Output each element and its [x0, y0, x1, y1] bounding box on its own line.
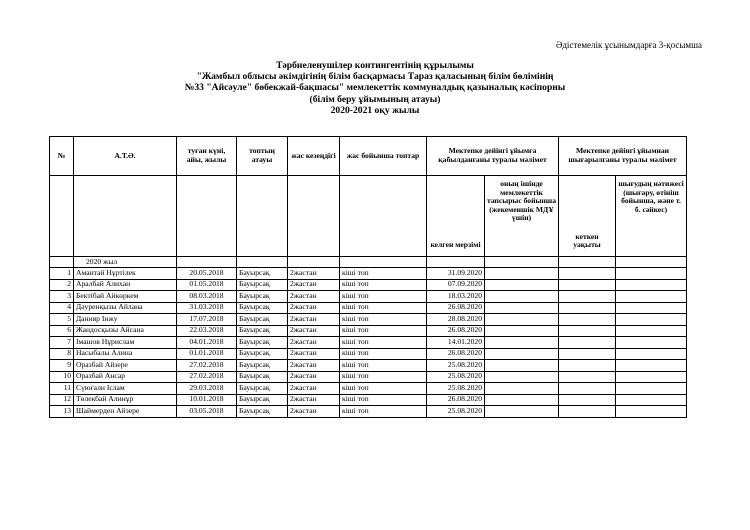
state-order-cell [485, 383, 559, 395]
departure-time-cell [559, 383, 616, 395]
age-period: 2жастан [288, 383, 340, 395]
title-line: (білім беру ұйымының атауы) [309, 93, 441, 105]
state-order-cell [485, 314, 559, 326]
row-number: 9 [50, 360, 74, 372]
child-name: Амантай Нұртілек [74, 268, 177, 280]
birth-date: 10.01.2018 [177, 394, 237, 406]
age-period: 2жастан [288, 268, 340, 280]
age-period: 2жастан [288, 314, 340, 326]
child-name: Оразбай Айзере [74, 360, 177, 372]
age-period: 2жастан [288, 279, 340, 291]
row-number: 2 [50, 279, 74, 291]
arrival-date: 07.09.2020 [427, 279, 485, 291]
table-row [50, 279, 687, 291]
header-num: № [50, 137, 74, 176]
header-age-groups: жас бойынша топтар [340, 137, 427, 176]
departure-time-cell [559, 348, 616, 360]
age-period: 2жастан [288, 348, 340, 360]
departure-result-cell [616, 383, 687, 395]
table-row [50, 406, 687, 418]
arrival-date: 25.08.2020 [427, 360, 485, 372]
state-order-cell [485, 394, 559, 406]
group-name: Бауырсақ [237, 268, 288, 280]
group-name: Бауырсақ [237, 348, 288, 360]
state-order-cell [485, 268, 559, 280]
arrival-date: 31.09.2020 [427, 268, 485, 280]
group-name: Бауырсақ [237, 406, 288, 418]
departure-result-cell [616, 371, 687, 383]
departure-result-cell [616, 314, 687, 326]
age-period: 2жастан [288, 291, 340, 303]
age-group: кіші топ [340, 394, 427, 406]
arrival-date: 25.08.2020 [427, 383, 485, 395]
birth-date: 01.05.2018 [177, 279, 237, 291]
state-order-cell [485, 279, 559, 291]
header-name: А.Т.Ә. [74, 137, 177, 176]
departure-result-cell [616, 291, 687, 303]
appendix-note: Әдістемелік ұсынымдарға 3-қосымша [555, 40, 702, 50]
table-row [50, 268, 687, 280]
departure-time-cell [559, 406, 616, 418]
title-line: "Жамбыл облысы әкімдігінің білім басқармасы Тараз қаласының білім бөлімінің [196, 71, 554, 83]
state-order-cell [485, 371, 559, 383]
row-number: 5 [50, 314, 74, 326]
title-line: 2020-2021 оқу жылы [330, 104, 420, 116]
arrival-date: 26.08.2020 [427, 348, 485, 360]
group-name: Бауырсақ [237, 394, 288, 406]
state-order-cell [485, 337, 559, 349]
departure-time-cell [559, 268, 616, 280]
document-title [0, 60, 750, 116]
birth-date: 22.03.2018 [177, 325, 237, 337]
table-row [50, 325, 687, 337]
child-name: Насыбалы Алина [74, 348, 177, 360]
age-period: 2жастан [288, 325, 340, 337]
birth-date: 01.01.2018 [177, 348, 237, 360]
arrival-date: 26.08.2020 [427, 394, 485, 406]
arrival-date: 26.08.2020 [427, 302, 485, 314]
row-number: 4 [50, 302, 74, 314]
age-group: кіші топ [340, 348, 427, 360]
header-departure-result: шығудың нәтижесі (шығару, өтініш бойынша, және т. б. сәйкес) [616, 176, 687, 257]
child-name: Бектібай Айкөркем [74, 291, 177, 303]
child-name: Данияр Інжу [74, 314, 177, 326]
header-group: топтың атауы [237, 137, 288, 176]
departure-result-cell [616, 348, 687, 360]
state-order-cell [485, 348, 559, 360]
birth-date: 31.03.2018 [177, 302, 237, 314]
header-age-period: жас кезеңдігі [288, 137, 340, 176]
header-admission: Мектепке дейінгі ұйымға қабылданғаны туралы мәлімет [427, 137, 559, 176]
child-name: Шаймерден Айзере [74, 406, 177, 418]
state-order-cell [485, 325, 559, 337]
state-order-cell [485, 360, 559, 372]
table-body [50, 268, 687, 418]
arrival-date: 18.03.2020 [427, 291, 485, 303]
child-name: Жандосқызы Айсана [74, 325, 177, 337]
departure-result-cell [616, 279, 687, 291]
age-period: 2жастан [288, 337, 340, 349]
arrival-date: 28.08.2020 [427, 314, 485, 326]
age-period: 2жастан [288, 302, 340, 314]
age-group: кіші топ [340, 371, 427, 383]
departure-result-cell [616, 406, 687, 418]
departure-time-cell [559, 314, 616, 326]
birth-date: 17.07.2018 [177, 314, 237, 326]
header-state-order: оның ішінде мемлекеттік тапсырыс бойынша (жекеменшік МДҰ үшін) [485, 176, 559, 257]
group-name: Бауырсақ [237, 302, 288, 314]
age-period: 2жастан [288, 371, 340, 383]
departure-result-cell [616, 325, 687, 337]
age-group: кіші топ [340, 268, 427, 280]
row-number: 3 [50, 291, 74, 303]
arrival-date: 25.08.2020 [427, 371, 485, 383]
departure-result-cell [616, 394, 687, 406]
departure-result-cell [616, 337, 687, 349]
row-number: 6 [50, 325, 74, 337]
departure-time-cell [559, 394, 616, 406]
header-departure: Мектепке дейінгі ұйымнан шығарылғаны туралы мәлімет [559, 137, 687, 176]
birth-date: 08.03.2018 [177, 291, 237, 303]
row-number: 13 [50, 406, 74, 418]
table-row [50, 337, 687, 349]
age-group: кіші топ [340, 406, 427, 418]
birth-date: 03.05.2018 [177, 406, 237, 418]
birth-date: 04.01.2018 [177, 337, 237, 349]
table-row [50, 371, 687, 383]
header-row-main [50, 137, 687, 176]
birth-date: 20.05.2018 [177, 268, 237, 280]
departure-time-cell [559, 291, 616, 303]
age-group: кіші топ [340, 360, 427, 372]
state-order-cell [485, 291, 559, 303]
row-number: 12 [50, 394, 74, 406]
group-name: Бауырсақ [237, 325, 288, 337]
child-name: Аралбай Алихан [74, 279, 177, 291]
age-period: 2жастан [288, 394, 340, 406]
row-number: 10 [50, 371, 74, 383]
age-group: кіші топ [340, 302, 427, 314]
departure-time-cell [559, 337, 616, 349]
departure-time-cell [559, 325, 616, 337]
group-name: Бауырсақ [237, 279, 288, 291]
child-name: Төлекбай Алинұр [74, 394, 177, 406]
row-number: 1 [50, 268, 74, 280]
row-number: 11 [50, 383, 74, 395]
departure-result-cell [616, 360, 687, 372]
child-name: Сүюғали Іслам [74, 383, 177, 395]
group-name: Бауырсақ [237, 314, 288, 326]
year-row [50, 257, 687, 268]
arrival-date: 26.08.2020 [427, 325, 485, 337]
table-row [50, 348, 687, 360]
arrival-date: 25.08.2020 [427, 406, 485, 418]
age-group: кіші топ [340, 314, 427, 326]
table-row [50, 314, 687, 326]
group-name: Бауырсақ [237, 383, 288, 395]
age-period: 2жастан [288, 406, 340, 418]
departure-result-cell [616, 268, 687, 280]
row-number: 7 [50, 337, 74, 349]
header-row-sub [50, 176, 687, 257]
child-name: Оразбай Ансар [74, 371, 177, 383]
departure-time-cell [559, 371, 616, 383]
age-group: кіші топ [340, 291, 427, 303]
age-group: кіші топ [340, 325, 427, 337]
birth-date: 29.03.2018 [177, 383, 237, 395]
arrival-date: 14.01.2020 [427, 337, 485, 349]
header-birth: туған күні, айы, жылы [177, 137, 237, 176]
header-departure-time: кеткен уақыты [559, 176, 616, 257]
row-number: 8 [50, 348, 74, 360]
group-name: Бауырсақ [237, 360, 288, 372]
age-period: 2жастан [288, 360, 340, 372]
table-row [50, 302, 687, 314]
group-name: Бауырсақ [237, 371, 288, 383]
departure-result-cell [616, 302, 687, 314]
header-arrival-date: келген мерзімі [427, 176, 485, 257]
contingent-table [49, 136, 687, 418]
child-name: Імашов Нұрислам [74, 337, 177, 349]
table-row [50, 383, 687, 395]
departure-time-cell [559, 360, 616, 372]
age-group: кіші топ [340, 279, 427, 291]
departure-time-cell [559, 279, 616, 291]
year-label: 2020 жыл [74, 257, 177, 268]
table-row [50, 360, 687, 372]
title-line: Тәрбиеленушілер контингентінің құрылымы [276, 60, 474, 71]
age-group: кіші топ [340, 383, 427, 395]
child-name: Дәуренқызы Айлана [74, 302, 177, 314]
state-order-cell [485, 406, 559, 418]
birth-date: 27.02.2018 [177, 371, 237, 383]
table-row [50, 394, 687, 406]
birth-date: 27.02.2018 [177, 360, 237, 372]
age-group: кіші топ [340, 337, 427, 349]
departure-time-cell [559, 302, 616, 314]
table-row [50, 291, 687, 303]
group-name: Бауырсақ [237, 337, 288, 349]
state-order-cell [485, 302, 559, 314]
title-line: №33 "Айсәуле" бөбекжай-бақшасы" мемлекеттік коммуналдық қазыналық кәсіпорны [184, 82, 566, 94]
group-name: Бауырсақ [237, 291, 288, 303]
